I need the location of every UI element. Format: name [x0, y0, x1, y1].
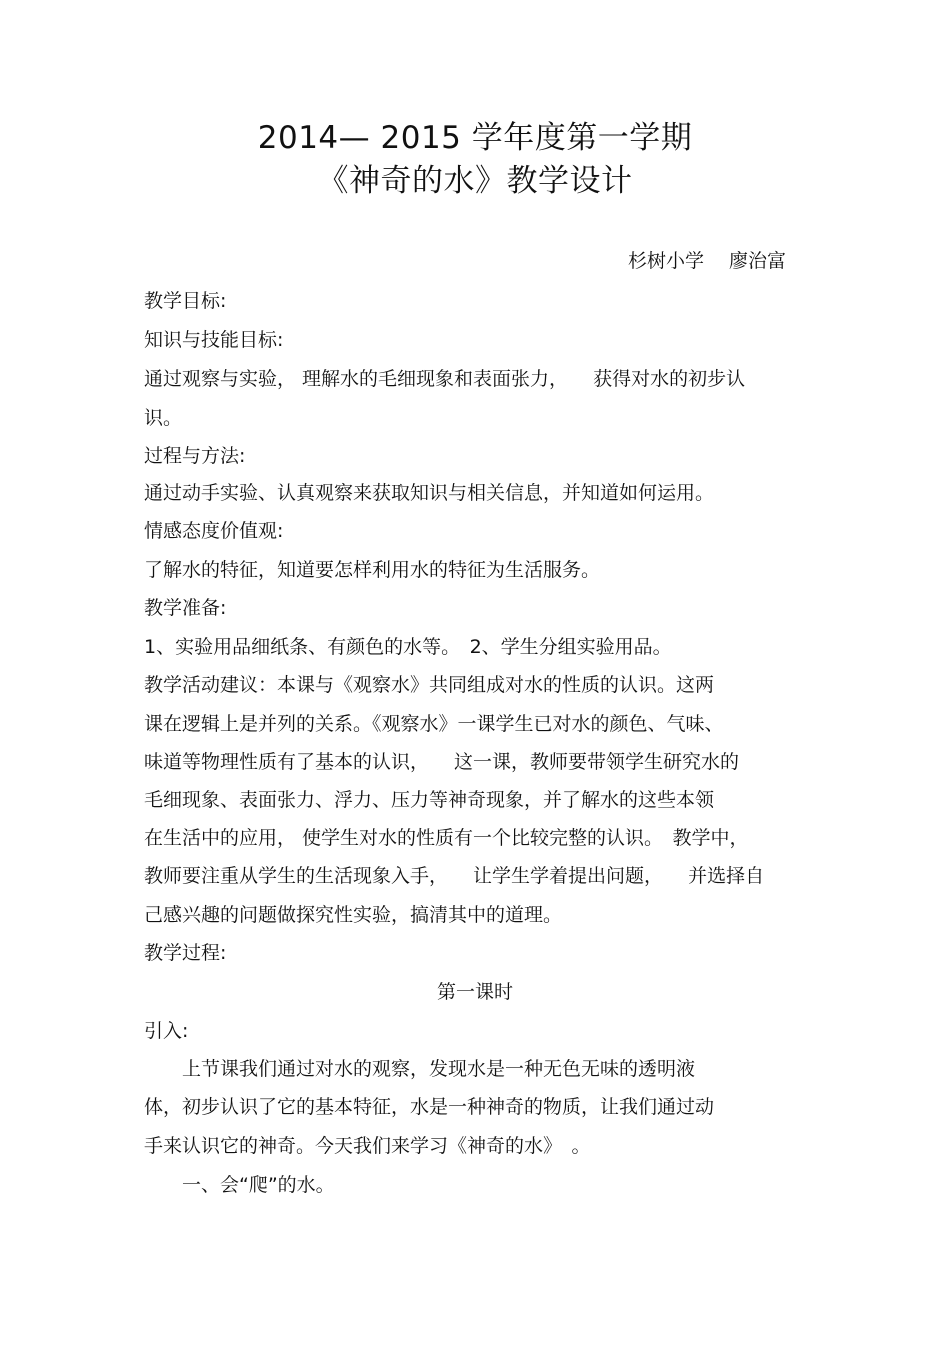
- lesson-heading: 第一课时: [436, 981, 513, 1003]
- author-line: 杉树小学 廖治富: [628, 250, 787, 272]
- teaching-process-heading: 教学过程:: [144, 942, 227, 964]
- intro-line-2: 体，初步认识了它的基本特征，水是一种神奇的物质，让我们通过动: [144, 1096, 715, 1118]
- knowledge-text-2: 识。: [144, 407, 183, 429]
- title-line-2: 《神奇的水》教学设计: [317, 163, 633, 199]
- section-1-heading: 一、会“爬”的水。: [144, 1174, 335, 1196]
- advice-line-3: 味道等物理性质有了基本的认识， 这一课，教师要带领学生研究水的: [144, 751, 740, 773]
- advice-line-5: 在生活中的应用， 使学生对水的性质有一个比较完整的认识。 教学中，: [144, 827, 749, 849]
- advice-line-6: 教师要注重从学生的生活现象入手， 让学生学着提出问题， 并选择自: [144, 865, 765, 887]
- advice-line-7: 己感兴趣的问题做探究性实验，搞清其中的道理。: [144, 904, 563, 926]
- emotion-heading: 情感态度价值观:: [144, 520, 284, 542]
- advice-line-2: 课在逻辑上是并列的关系。《观察水》一课学生已对水的颜色、气味、: [144, 713, 724, 735]
- knowledge-text-1: 通过观察与实验， 理解水的毛细现象和表面张力， 获得对水的初步认: [144, 368, 746, 390]
- process-text: 通过动手实验、认真观察来获取知识与相关信息，并知道如何运用。: [144, 482, 715, 504]
- prep-text: 1、实验用品细纸条、有颜色的水等。 2、学生分组实验用品。: [144, 636, 672, 658]
- knowledge-heading: 知识与技能目标:: [144, 329, 284, 351]
- objectives-heading: 教学目标:: [144, 290, 227, 312]
- prep-heading: 教学准备:: [144, 597, 227, 619]
- intro-heading: 引入:: [144, 1020, 189, 1042]
- title-line-1: 2014— 2015 学年度第一学期: [257, 120, 693, 156]
- emotion-text: 了解水的特征，知道要怎样利用水的特征为生活服务。: [144, 559, 601, 581]
- intro-line-3: 手来认识它的神奇。今天我们来学习《神奇的水》 。: [144, 1135, 591, 1157]
- intro-line-1: 上节课我们通过对水的观察，发现水是一种无色无味的透明液: [144, 1058, 696, 1080]
- advice-line-1: 教学活动建议：本课与《观察水》共同组成对水的性质的认识。这两: [144, 674, 715, 696]
- process-heading: 过程与方法:: [144, 445, 246, 467]
- advice-line-4: 毛细现象、表面张力、浮力、压力等神奇现象，并了解水的这些本领: [144, 789, 715, 811]
